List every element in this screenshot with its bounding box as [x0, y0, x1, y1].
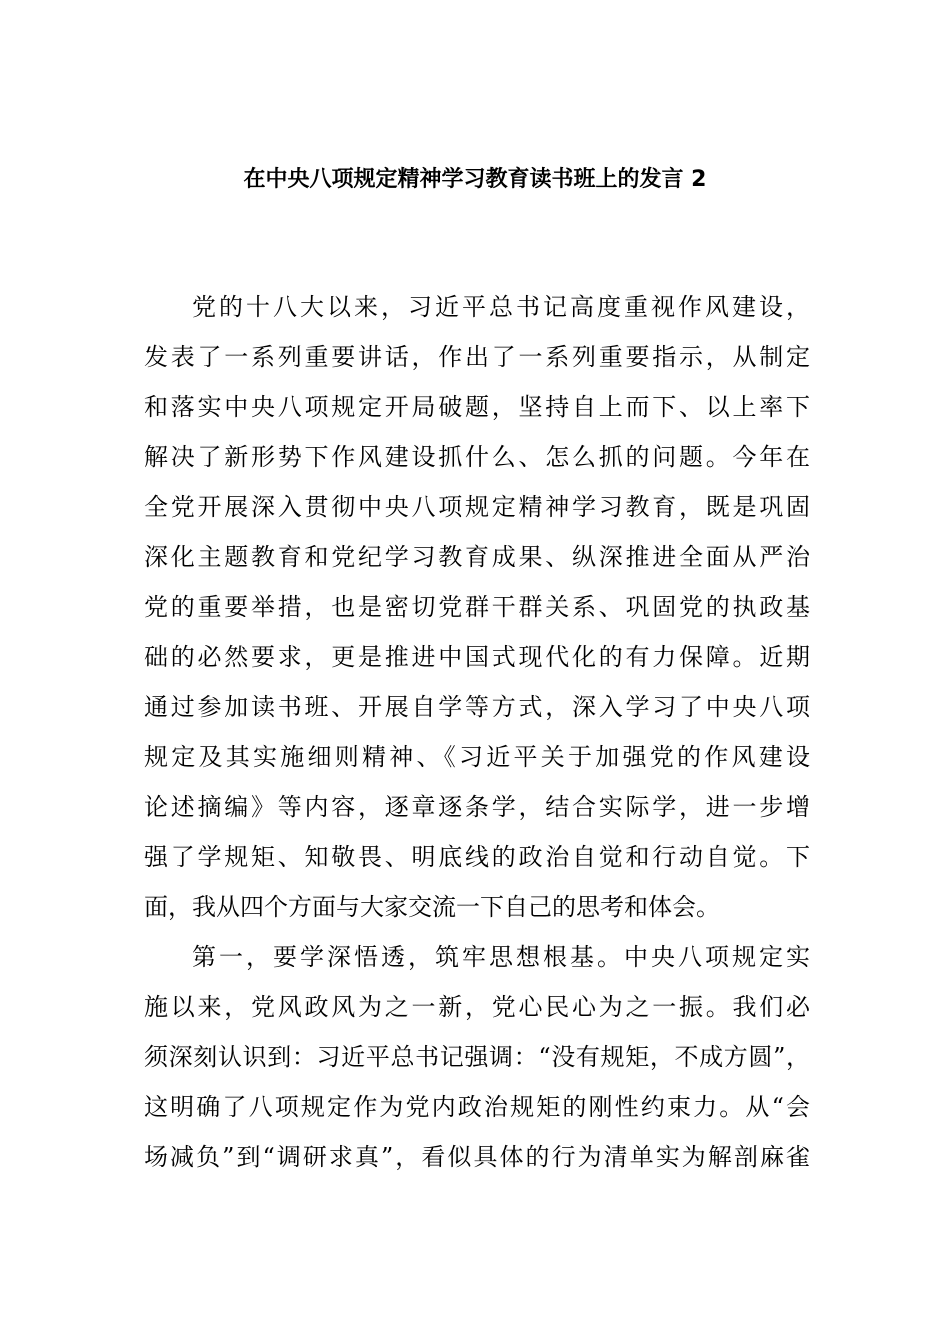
text-line: 施以来，党风政风为之一新，党心民心为之一振。我们必: [144, 993, 810, 1021]
text-line: 第一，要学深悟透，筑牢思想根基。中央八项规定实: [192, 943, 810, 971]
document-title: 在中央八项规定精神学习教育读书班上的发言 2: [243, 167, 707, 192]
text-line: 须深刻认识到：习近平总书记强调：“没有规矩，不成方圆”，: [144, 1043, 810, 1071]
text-line: 党的重要举措，也是密切党群干群关系、巩固党的执政基: [144, 593, 810, 621]
text-line: 深化主题教育和党纪学习教育成果、纵深推进全面从严治: [144, 543, 810, 571]
text-line: 论述摘编》等内容，逐章逐条学，结合实际学，进一步增: [144, 793, 810, 821]
text-line: 通过参加读书班、开展自学等方式，深入学习了中央八项: [144, 693, 810, 721]
text-line: 解决了新形势下作风建设抓什么、怎么抓的问题。今年在: [144, 443, 810, 471]
text-line: 场减负”到“调研求真”，看似具体的行为清单实为解剖麻雀: [144, 1143, 810, 1171]
paragraph-1: [144, 282, 810, 932]
text-line: 和落实中央八项规定开局破题，坚持自上而下、以上率下: [144, 393, 810, 421]
text-line: 全党开展深入贯彻中央八项规定精神学习教育，既是巩固: [144, 493, 810, 521]
text-line: 发表了一系列重要讲话，作出了一系列重要指示，从制定: [144, 343, 810, 371]
text-line: 强了学规矩、知敬畏、明底线的政治自觉和行动自觉。下: [144, 843, 810, 871]
document-body: [144, 282, 810, 1182]
text-line: 规定及其实施细则精神、《习近平关于加强党的作风建设: [144, 743, 810, 771]
text-line: 面，我从四个方面与大家交流一下自己的思考和体会。: [144, 893, 720, 921]
paragraph-2: [144, 932, 810, 1182]
text-line: 党的十八大以来，习近平总书记高度重视作风建设，: [192, 293, 810, 321]
text-line: 础的必然要求，更是推进中国式现代化的有力保障。近期: [144, 643, 810, 671]
text-line: 这明确了八项规定作为党内政治规矩的刚性约束力。从“会: [144, 1093, 810, 1121]
